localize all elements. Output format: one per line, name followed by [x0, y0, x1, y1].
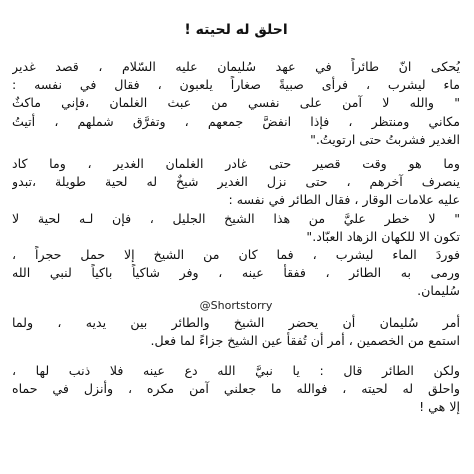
paragraph-line: يُحكى انّ طائراً في عهد سُليمان عليه السّلام ، قصد غدير [12, 59, 460, 74]
paragraph-line: ماء ليشرب ، فرأى صبيةً صغاراً يلعبون ، فقال في نفسه : [12, 77, 460, 93]
paragraph-line: ورمى به الطائر ، ففقأ عينه ، وفر شاكياً باكياً لنبي الله [12, 265, 460, 281]
paragraph-line: واحلق له لحيته ، فوالله ما جعلني آمن مكره ، وأنزل في حماه [12, 381, 460, 397]
paragraph-line: ينصرف آخرهم ، حتى نزل الغدير شيخٌ له لحية طويلة ،تبدو [12, 174, 460, 190]
watermark-handle: @Shortstorry [199, 298, 273, 312]
paragraph-line: عليه علامات الوقار ، فقال الطائر في نفسه : [228, 192, 460, 208]
paragraph-line: " لا خطر عليَّ من هذا الشيخ الجليل ، فإن لـه لحية لا [12, 210, 460, 226]
story-title: احلق له لحيته ! [184, 22, 288, 38]
paragraph-1 [12, 58, 460, 149]
paragraph-line: استمع من الخصمين ، أمر أن تُفقأ عين الشيخ جزاءً لما فعل. [150, 332, 460, 348]
paragraph-3 [12, 246, 460, 301]
paragraph-line: إلا هي ! [419, 399, 460, 415]
paragraph-line: سُليمان. [417, 283, 460, 299]
paragraph-line: ولكن الطائر قال : يا نبيَّ الله دع عينه فلا ذنب لها ، [12, 363, 460, 379]
paragraph-line: فوردَ الماء ليشرب ، فما كان من الشيخ إلا حمل حجراً ، [12, 247, 460, 263]
paragraph-line: تكون الا للكهان الزهاد العبّاد." [306, 228, 460, 244]
paragraph-line: أمر سُليمان أن يحضر الشيخ والطائر بين يديه ، ولما [12, 314, 460, 330]
paragraph-4 [12, 314, 460, 350]
paragraph-line: " والله لا آمن على نفسي من عبث الغلمان ،فإني ماكثٌ [12, 95, 460, 111]
paragraph-2 [12, 155, 460, 246]
paragraph-line: وما هو وقت قصير حتى غادر الغلمان الغدير ، وما كاد [12, 156, 460, 172]
paragraph-5 [12, 362, 460, 417]
paragraph-line: مكاني ومنتظر ، فإذا انفضَّ جمعهم ، وتفرَّق شملهم ، أتيتُ [12, 113, 460, 129]
paragraph-line: الغدير فشربتُ حتى ارتويتُ." [310, 131, 460, 147]
